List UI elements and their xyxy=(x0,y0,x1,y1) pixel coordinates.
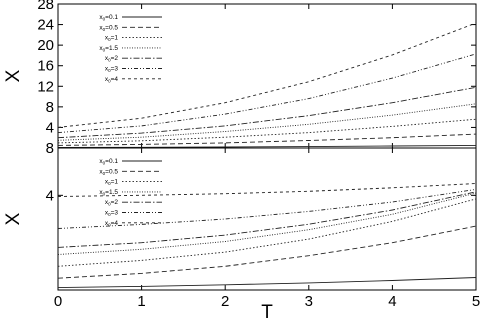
x-tick-label: 0 xyxy=(53,293,63,310)
y-tick-label: 16 xyxy=(37,57,54,75)
y-tick-label: 20 xyxy=(37,37,54,55)
legend-label: $x_0=0.1$ xyxy=(99,158,118,166)
legend-label: $x_0=0.1$ xyxy=(99,14,118,22)
legend-label: $x_0=1$ xyxy=(104,178,118,187)
y-tick-label: 24 xyxy=(37,16,54,34)
legend-label: $x_0=3$ xyxy=(104,65,118,73)
x-tick-label: 4 xyxy=(388,293,397,310)
y-tick-label: 8 xyxy=(45,98,54,116)
legend-label: $x_0=0.5$ xyxy=(99,168,118,176)
y-tick-label: 28 xyxy=(37,0,54,13)
y-axis-label: X xyxy=(3,212,24,226)
legend-label: $x_0=3$ xyxy=(104,209,118,217)
y-tick-label: 4 xyxy=(45,187,54,205)
legend-label: $x_0=1.5$ xyxy=(99,188,118,197)
x-tick-label: 5 xyxy=(471,293,481,310)
legend-label: $x_0=0.5$ xyxy=(99,24,118,32)
x-tick-label: 1 xyxy=(137,293,146,310)
x-tick-label: 2 xyxy=(221,293,230,310)
legend-label: $x_0=2$ xyxy=(104,199,118,207)
y-tick-label: 12 xyxy=(37,78,54,96)
legend-label: $x_0=4$ xyxy=(104,219,118,228)
legend-label: $x_0=2$ xyxy=(104,55,118,63)
y-tick-label: 8 xyxy=(45,140,54,157)
legend-label: $x_0=1.5$ xyxy=(99,44,118,53)
legend-label: $x_0=4$ xyxy=(104,75,118,84)
legend-label: $x_0=1$ xyxy=(104,34,118,43)
x-axis-label: T xyxy=(261,302,273,321)
x-tick-label: 3 xyxy=(304,293,313,310)
y-tick-label: 4 xyxy=(45,119,54,137)
y-axis-label: X xyxy=(3,69,24,83)
